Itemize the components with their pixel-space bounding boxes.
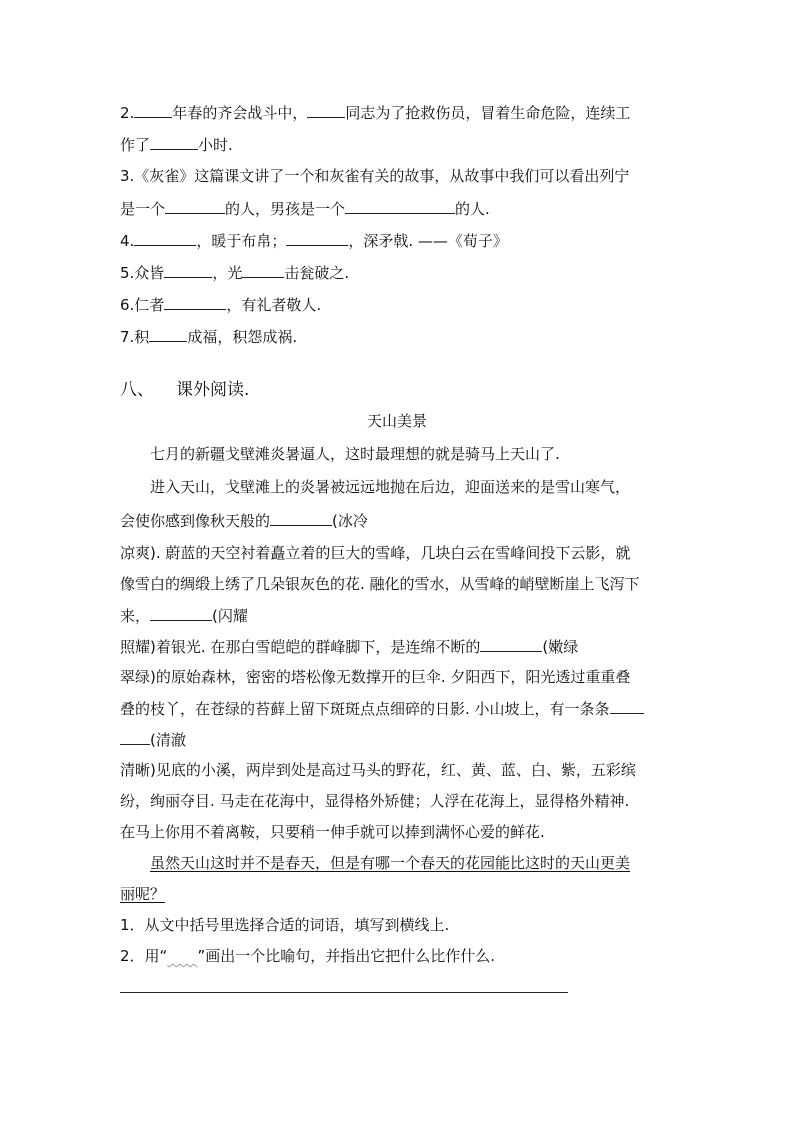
answer-line[interactable]	[120, 992, 568, 993]
passage-line: 会使你感到像秋天般的 (冰冷	[120, 512, 368, 530]
blank[interactable]	[120, 729, 150, 745]
question-4: 4. ，暖于布帛； ，深矛戟. ——《荀子》	[120, 232, 508, 250]
blank[interactable]	[134, 102, 172, 118]
passage-line: 凉爽). 蔚蓝的天空衬着矗立着的巨大的雪峰，几块白云在雪峰间投下云影，就	[120, 544, 631, 562]
blank[interactable]	[307, 102, 345, 118]
blank[interactable]	[134, 230, 196, 246]
blank[interactable]	[150, 134, 198, 150]
blank[interactable]	[610, 698, 644, 714]
passage-line: 叠的枝丫，在苍绿的苔藓上留下斑斑点点细碎的日影. 小山坡上，有一条条	[120, 698, 644, 719]
blank[interactable]	[165, 198, 225, 214]
passage-line: 纷，绚丽夺目. 马走在花海中，显得格外矫健；人浮在花海上，显得格外精神.	[120, 792, 630, 810]
question-2-cont: 作了 小时.	[120, 136, 233, 154]
question-6: 6.仁者 ，有礼者敬人.	[120, 296, 322, 314]
passage-line: 来， (闪耀	[120, 607, 248, 625]
passage-title: 天山美景	[366, 412, 427, 430]
blank[interactable]	[242, 262, 284, 278]
underlined-sentence-end: 丽呢？	[120, 885, 166, 903]
blank[interactable]	[164, 262, 212, 278]
question-3: 3.《灰雀》这篇课文讲了一个和灰雀有关的故事，从故事中我们可以看出列宁	[120, 167, 630, 185]
underlined-sentence: 虽然天山这时并不是春天，但是有哪一个春天的花园能比这时的天山更美	[150, 854, 631, 872]
passage-line: (清澈	[120, 729, 186, 750]
passage-line: 翠绿)的原始森林，密密的塔松像无数撑开的巨伞. 夕阳西下，阳光透过重重叠	[120, 668, 631, 686]
question-5: 5.众皆 ，光 击瓮破之.	[120, 264, 350, 282]
passage-line: 进入天山，戈壁滩上的炎暑被远远地抛在后边，迎面送来的是雪山寒气，	[150, 478, 631, 496]
question-3-cont: 是一个 的人，男孩是一个 的人.	[120, 200, 490, 218]
wavy-line-mark: ~~~~	[167, 954, 198, 964]
passage-line: 像雪白的绸缎上绣了几朵银灰色的花. 融化的雪水，从雪峰的峭壁断崖上飞泻下	[120, 575, 640, 593]
blank[interactable]	[150, 605, 212, 621]
blank[interactable]	[480, 636, 542, 652]
blank[interactable]	[270, 510, 332, 526]
passage-line: 清晰)见底的小溪，两岸到处是高过马头的野花，红、黄、蓝、白、紫，五彩缤	[120, 761, 636, 779]
blank[interactable]	[164, 294, 226, 310]
blank[interactable]	[345, 198, 455, 214]
blank[interactable]	[149, 326, 187, 342]
passage-line: 照耀)着银光. 在那白雪皑皑的群峰脚下，是连绵不断的 (嫩绿	[120, 638, 579, 656]
passage-line: 在马上你用不着离鞍，只要稍一伸手就可以捧到满怀心爱的鲜花.	[120, 823, 545, 841]
blank[interactable]	[286, 230, 348, 246]
passage-line: 七月的新疆戈壁滩炎暑逼人，这时最理想的就是骑马上天山了.	[150, 445, 560, 463]
question-7: 7.积 成福，积怨成祸.	[120, 328, 298, 346]
question-2: 2. 年春的齐会战斗中， 同志为了抢救伤员，冒着生命危险，连续工	[120, 104, 631, 122]
reading-question-1: 1．从文中括号里选择合适的词语，填写到横线上.	[120, 916, 450, 934]
reading-question-2: 2．用“~~~~”画出一个比喻句，并指出它把什么比作什么.	[120, 947, 496, 965]
section-heading: 八、 课外阅读.	[120, 380, 250, 400]
